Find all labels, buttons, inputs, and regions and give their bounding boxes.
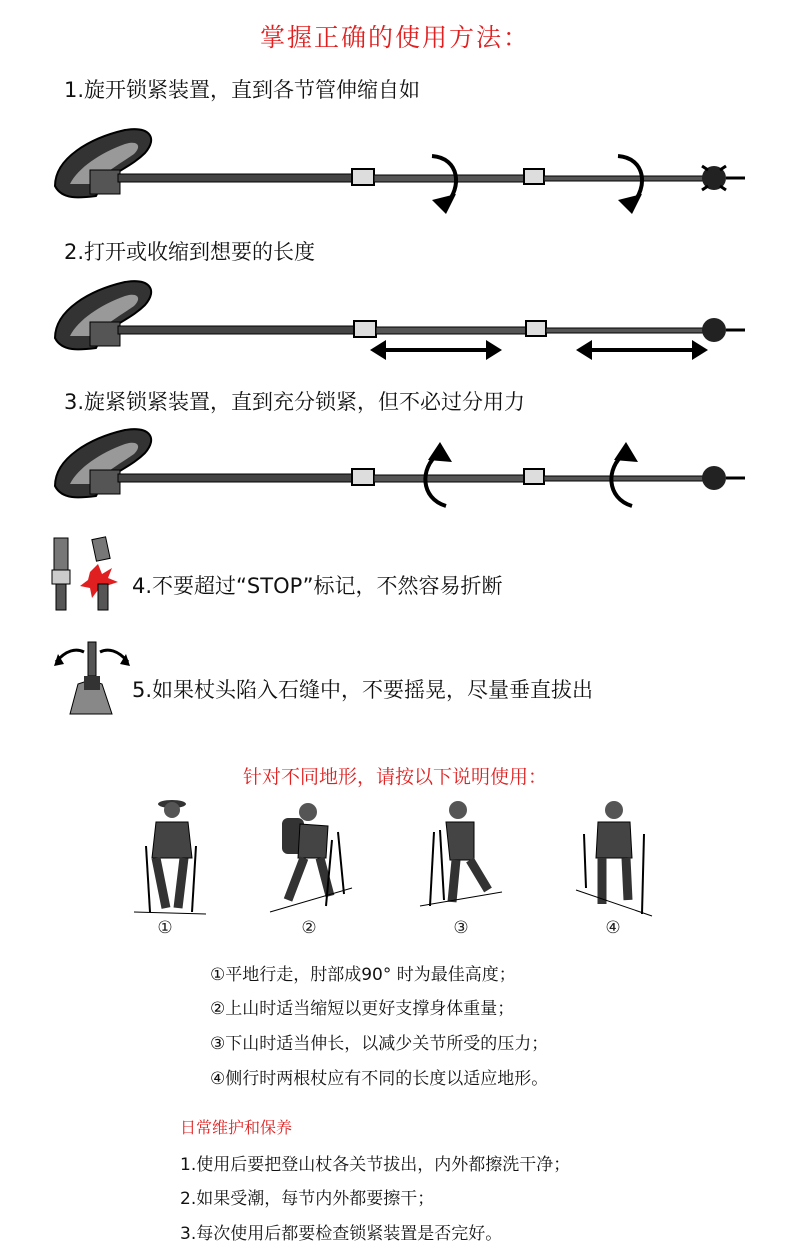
figure-number-4: ④ [605,918,621,938]
pole-illustration-3 [0,418,790,528]
pole-illustration-2 [0,270,790,380]
terrain-note-2: ②上山时适当缩短以更好支撑身体重量； [210,999,515,1019]
maintenance-item-3: 3.每次使用后都要检查锁紧装置是否完好。 [180,1224,503,1244]
figure-number-3: ③ [453,918,469,938]
hiker-uphill-illustration [266,796,356,916]
stuck-pole-icon [50,640,130,716]
hiker-flat-illustration [130,796,210,916]
step-3-text: 3.旋紧锁紧装置，直到充分锁紧，但不必过分用力 [64,390,526,414]
hiker-sideways-illustration [574,796,654,916]
terrain-note-4: ④侧行时两根杖应有不同的长度以适应地形。 [210,1069,549,1089]
maintenance-item-2: 2.如果受潮，每节内外都要擦干； [180,1189,435,1209]
stop-mark-icon [50,536,130,616]
terrain-title: 针对不同地形，请按以下说明使用： [242,766,547,788]
terrain-note-3: ③下山时适当伸长，以减少关节所受的压力； [210,1034,549,1054]
pole-illustration-1 [0,118,790,228]
step-1-text: 1.旋开锁紧装置，直到各节管伸缩自如 [64,78,421,102]
figure-number-1: ① [157,918,173,938]
figure-number-2: ② [301,918,317,938]
page-title: 掌握正确的使用方法： [259,23,530,52]
maintenance-item-1: 1.使用后要把登山杖各关节拔出，内外都擦洗干净； [180,1155,571,1175]
terrain-note-1: ①平地行走，肘部成90° 时为最佳高度； [210,965,516,985]
step-4-text: 4.不要超过“STOP”标记，不然容易折断 [132,574,503,598]
hiker-downhill-illustration [416,796,506,916]
maintenance-title: 日常维护和保养 [180,1118,293,1137]
step-5-text: 5.如果杖头陷入石缝中，不要摇晃，尽量垂直拔出 [132,678,594,702]
step-2-text: 2.打开或收缩到想要的长度 [64,240,316,264]
